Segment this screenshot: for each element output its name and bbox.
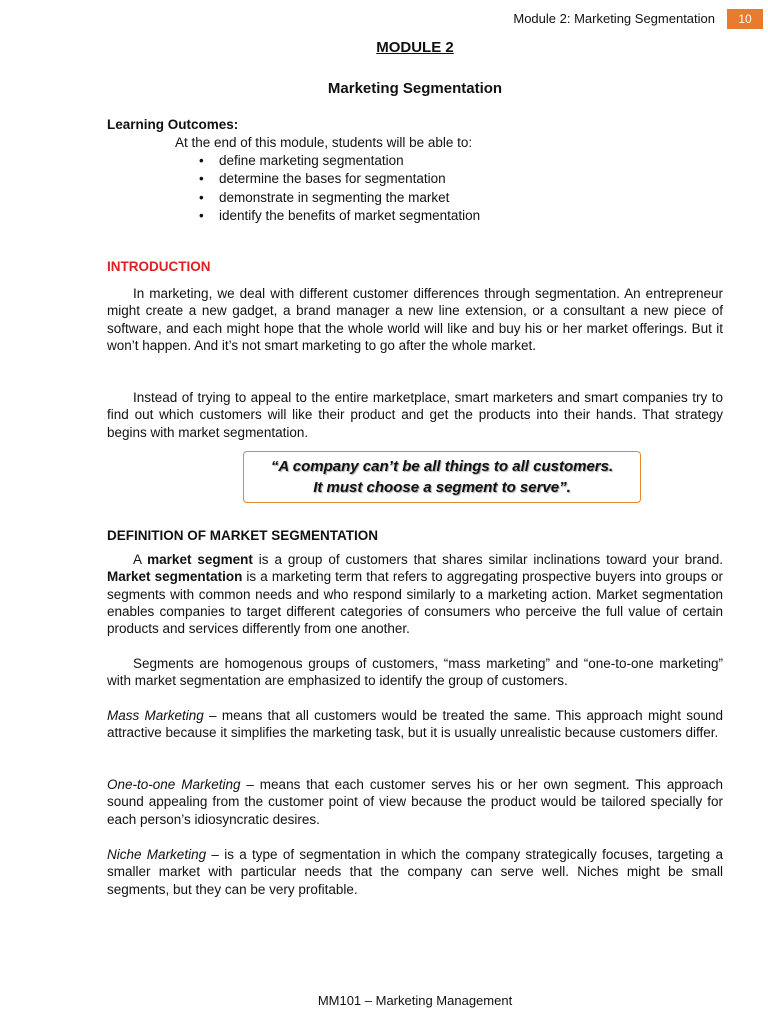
one-to-one-marketing-paragraph <box>107 776 723 828</box>
term-market-segment: market segment <box>147 552 253 567</box>
text-segment: is a group of customers that shares similar inclinations toward your brand. <box>252 552 724 567</box>
definition-paragraph-1 <box>107 551 723 637</box>
definition-heading: DEFINITION OF MARKET SEGMENTATION <box>107 528 378 543</box>
quote-line-1: “A company can’t be all things to all customers. <box>270 458 614 475</box>
term-niche-marketing: Niche Marketing <box>107 847 207 862</box>
introduction-heading: INTRODUCTION <box>107 259 211 274</box>
learning-outcomes-list <box>199 152 480 226</box>
text-segment: A <box>133 552 148 567</box>
text-segment: – means that all customers would be treated the same. This approach might sound attractive because it simplifies the marketing task, but it is usually unrealistic because customers differ. <box>107 708 723 741</box>
mass-marketing-paragraph <box>107 707 723 742</box>
list-item: • identify the benefits of market segmentation <box>199 207 480 225</box>
introduction-paragraph-2: Instead of trying to appeal to the entire marketplace, smart marketers and smart companies try to find out which customers will like their product and get the products into their hands. That strategy begins with market segmentation. <box>107 390 723 440</box>
text-segment: – is a type of segmentation in which the company strategically focuses, targeting a smaller market with particular needs that the company can serve well. Niches might be small segments, but they can be very profitable. <box>107 847 723 897</box>
definition-paragraph-2: Segments are homogenous groups of customers, “mass marketing” and “one-to-one marketing” with market segmentation are emphasized to identify the group of customers. <box>107 656 723 689</box>
page-footer: MM101 – Marketing Management <box>317 993 513 1008</box>
list-item: • define marketing segmentation <box>199 152 480 170</box>
module-title: MODULE 2 <box>376 39 454 56</box>
introduction-paragraph-1: In marketing, we deal with different customer differences through segmentation. An entrepreneur might create a new gadget, a brand manager a new line extension, or a consultant a new piece of software, and each might hope that the whole world will like and buy his or her market offerings. But it won’t happen. And it’s not smart marketing to go after the whole market. <box>107 286 723 353</box>
learning-outcomes-heading: Learning Outcomes: <box>107 117 239 132</box>
learning-outcomes-intro: At the end of this module, students will be able to: <box>175 135 473 150</box>
page-title: Marketing Segmentation <box>327 80 503 97</box>
page-header <box>513 9 763 29</box>
list-item: • demonstrate in segmenting the market <box>199 189 480 207</box>
quote-line-2: It must choose a segment to serve”. <box>313 479 571 496</box>
niche-marketing-paragraph <box>107 846 723 898</box>
header-title: Module 2: Marketing Segmentation <box>513 11 715 26</box>
term-market-segmentation: Market segmentation <box>107 569 243 585</box>
list-item: • determine the bases for segmentation <box>199 170 480 188</box>
page-number-badge: 10 <box>727 9 763 29</box>
term-one-to-one-marketing: One-to-one Marketing <box>107 777 241 792</box>
quote-box <box>243 451 641 503</box>
text-segment: is a marketing term that refers to aggregating prospective buyers into groups or segments with common needs and who respond similarly to a marketing action. Market segmentation enables companies to target different categories of consumers who perceive the full value of certain products and services differently from one another. <box>107 569 723 637</box>
term-mass-marketing: Mass Marketing <box>107 708 204 723</box>
text-segment: – means that each customer serves his or her own segment. This approach sound appealing from the customer point of view because the product would be tailored specially for each person’s idiosyncratic desires. <box>107 777 723 827</box>
